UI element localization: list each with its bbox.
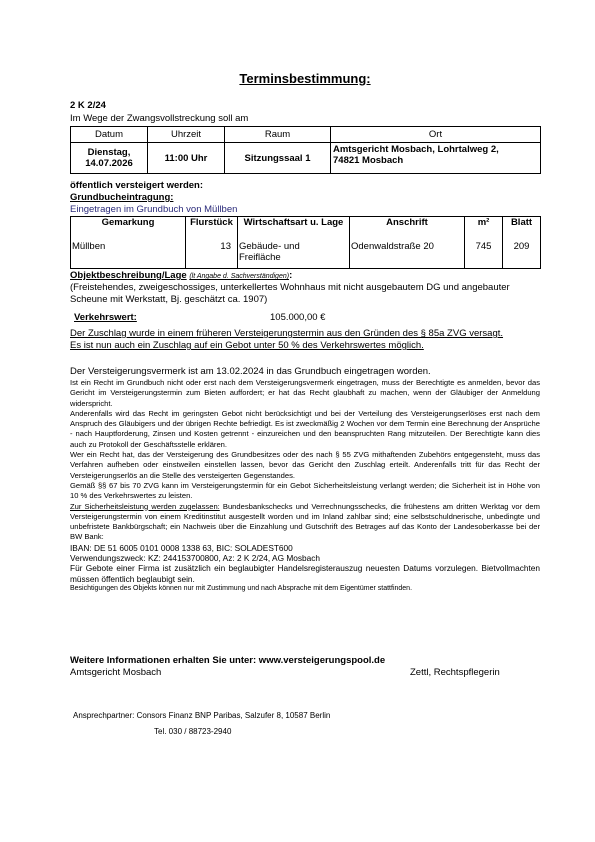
security-heading: Zur Sicherheitsleistung werden zugelassen: — [70, 501, 220, 511]
datum-line-1: Dienstag, — [87, 147, 131, 158]
auction-statement: öffentlich versteigert werden: — [70, 180, 204, 191]
market-value: 105.000,00 € — [270, 312, 326, 323]
auction-note: Der Versteigerungsvermerk ist am 13.02.2024 in das Grundbuch eingetragen worden. — [70, 366, 431, 377]
cell-gemarkung: Müllben — [71, 241, 186, 269]
paragraph-1: Ist ein Recht im Grundbuch nicht oder erst nach dem Versteigerungsvermerk eingetragen, muss der Berechtigte es anmelden, bevor das Gericht im Versteigerungstermin zum Bieten auffordert; er hat das Recht glaubhaft zu machen, wenn der Gläubiger der Anmeldung widerspricht. — [70, 378, 540, 408]
paragraph-2: Anderenfalls wird das Recht im geringsten Gebot nicht berücksichtigt und bei der Verteilung des Versteigerungserlöses erst nach dem Anspruch des Gläubigers und der übrigen Rechte befriedigt. Es ist zweckmäßig 2 Wochen vor dem Termin eine Berechnung der Ansprüche - nach Hauptforderung, Zinsen und Kosten getrennt - einzureichen und den beanspruchten Rang mitzuteilen. Der Berechtigte kann dies auch zu Protokoll der Geschäftsstelle erklären. — [70, 408, 540, 449]
paragraph-7: Besichtigungen des Objekts können nur mit Zustimmung und nach Absprache mit dem Eigentümer stattfinden. — [70, 584, 413, 592]
object-description-text: (Freistehendes, zweigeschossiges, unterkellertes Wohnhaus mit nicht ausgebautem DG und angebauter Scheune mit Werkstatt, Bj. geschätzt ca. 1907) — [70, 282, 510, 305]
cell-ort — [331, 143, 541, 174]
signature-name: Zettl, Rechtspflegerin — [410, 667, 500, 678]
object-description-heading — [70, 270, 292, 281]
land-register-heading: Grundbucheintragung: — [70, 192, 174, 203]
wirtschaftsart-line-2: Freifläche — [239, 252, 281, 263]
object-heading-label: Objektbeschreibung/Lage — [70, 270, 187, 281]
ort-line-2: 74821 Mosbach — [333, 155, 404, 166]
cell-m2: 745 — [465, 241, 503, 269]
case-number: 2 K 2/24 — [70, 100, 106, 111]
land-register-row — [71, 241, 541, 269]
cell-datum — [71, 143, 148, 174]
header-datum: Datum — [71, 127, 148, 143]
header-raum: Raum — [225, 127, 331, 143]
legal-text — [70, 378, 540, 594]
wirtschaftsart-line-1: Gebäude- und — [239, 241, 300, 252]
ort-line-1: Amtsgericht Mosbach, Lohrtalweg 2, — [333, 144, 499, 155]
land-register-table — [70, 216, 541, 269]
header-m2: m² — [465, 217, 503, 242]
paragraph-3: Wer ein Recht hat, das der Versteigerung des Grundbesitzes oder des nach § 55 ZVG mithaftenden Zubehörs entgegensteht, muss das Verfahren aufheben oder einstweilen einstellen lassen, bevor das Gericht den Zuschlag erteilt. Anderenfalls tritt für das Recht der Versteigerungserlös an die Stelle des versteigerten Gegenstandes. — [70, 450, 540, 480]
reference-line: Verwendungszweck: KZ: 244153700800, Az: 2 K 2/24, AG Mosbach — [70, 553, 320, 564]
contact-line: Ansprechpartner: Consors Finanz BNP Paribas, Salzufer 8, 10587 Berlin — [73, 711, 331, 720]
header-gemarkung: Gemarkung — [71, 217, 186, 242]
page-title: Terminsbestimmung: — [239, 71, 371, 86]
header-wirtschaftsart: Wirtschaftsart u. Lage — [238, 217, 350, 242]
header-ort: Ort — [331, 127, 541, 143]
market-value-label: Verkehrswert: — [74, 312, 137, 323]
header-blatt: Blatt — [503, 217, 541, 242]
paragraph-6: Für Gebote einer Firma ist zusätzlich ein beglaubigter Handelsregisterauszug neuesten Datums vorzulegen. Bietvollmachten müssen öffentlich beglaubigt sein. — [70, 563, 540, 584]
more-info-line: Weitere Informationen erhalten Sie unter: www.versteigerungspool.de — [70, 655, 386, 666]
appointment-table — [70, 126, 541, 174]
land-register-subtitle: Eingetragen im Grundbuch von Müllben — [70, 204, 238, 215]
header-uhrzeit: Uhrzeit — [148, 127, 225, 143]
paragraph-4: Gemäß §§ 67 bis 70 ZVG kann im Versteigerungstermin für ein Gebot Sicherheitsleistung verlangt werden; die Sicherheit ist in Höhe von 10 % des Verkehrswertes zu leisten. — [70, 480, 540, 501]
court-name: Amtsgericht Mosbach — [70, 667, 162, 678]
cell-wirtschaftsart — [238, 241, 350, 269]
object-heading-colon: : — [289, 270, 293, 281]
cell-uhrzeit: 11:00 Uhr — [148, 143, 225, 174]
intro-text: Im Wege der Zwangsvollstreckung soll am — [70, 113, 249, 124]
cell-raum: Sitzungssaal 1 — [225, 143, 331, 174]
land-register-header-row — [71, 217, 541, 242]
cell-anschrift: Odenwaldstraße 20 — [350, 241, 465, 269]
phone-line: Tel. 030 / 88723-2940 — [154, 727, 232, 736]
datum-line-2: 14.07.2026 — [85, 158, 133, 169]
cell-blatt: 209 — [503, 241, 541, 269]
header-flurstueck: Flurstück — [186, 217, 238, 242]
security-text: Bundesbankschecks und Verrechnungsschecks, die frühestens am dritten Werktag vor dem Versteigerungstermin von einem Kreditinstitut ausgestellt worden und im Inland zahlbar sind; eine selbstschuldnerische, unbedingte und unbefristete Bankbürgschaft; ein Nachweis über die Einzahlung und Gutschrift des Betrages auf das Konto der Landesoberkasse bei der BW Bank: — [70, 501, 540, 542]
iban-line: IBAN: DE 51 6005 0101 0008 1338 63, BIC: SOLADEST600 — [70, 542, 293, 553]
appointment-row — [71, 143, 541, 174]
header-anschrift: Anschrift — [350, 217, 465, 242]
object-heading-note: (lt Angabe d. Sachverständigen) — [189, 273, 290, 280]
award-notice: Der Zuschlag wurde in einem früheren Versteigerungstermin aus den Gründen des § 85a ZVG versagt. Es ist nun auch ein Zuschlag auf ein Gebot unter 50 % des Verkehrswertes möglich. — [70, 328, 504, 351]
paragraph-5 — [70, 502, 540, 543]
appointment-header-row — [71, 127, 541, 143]
cell-flurstueck: 13 — [186, 241, 238, 269]
